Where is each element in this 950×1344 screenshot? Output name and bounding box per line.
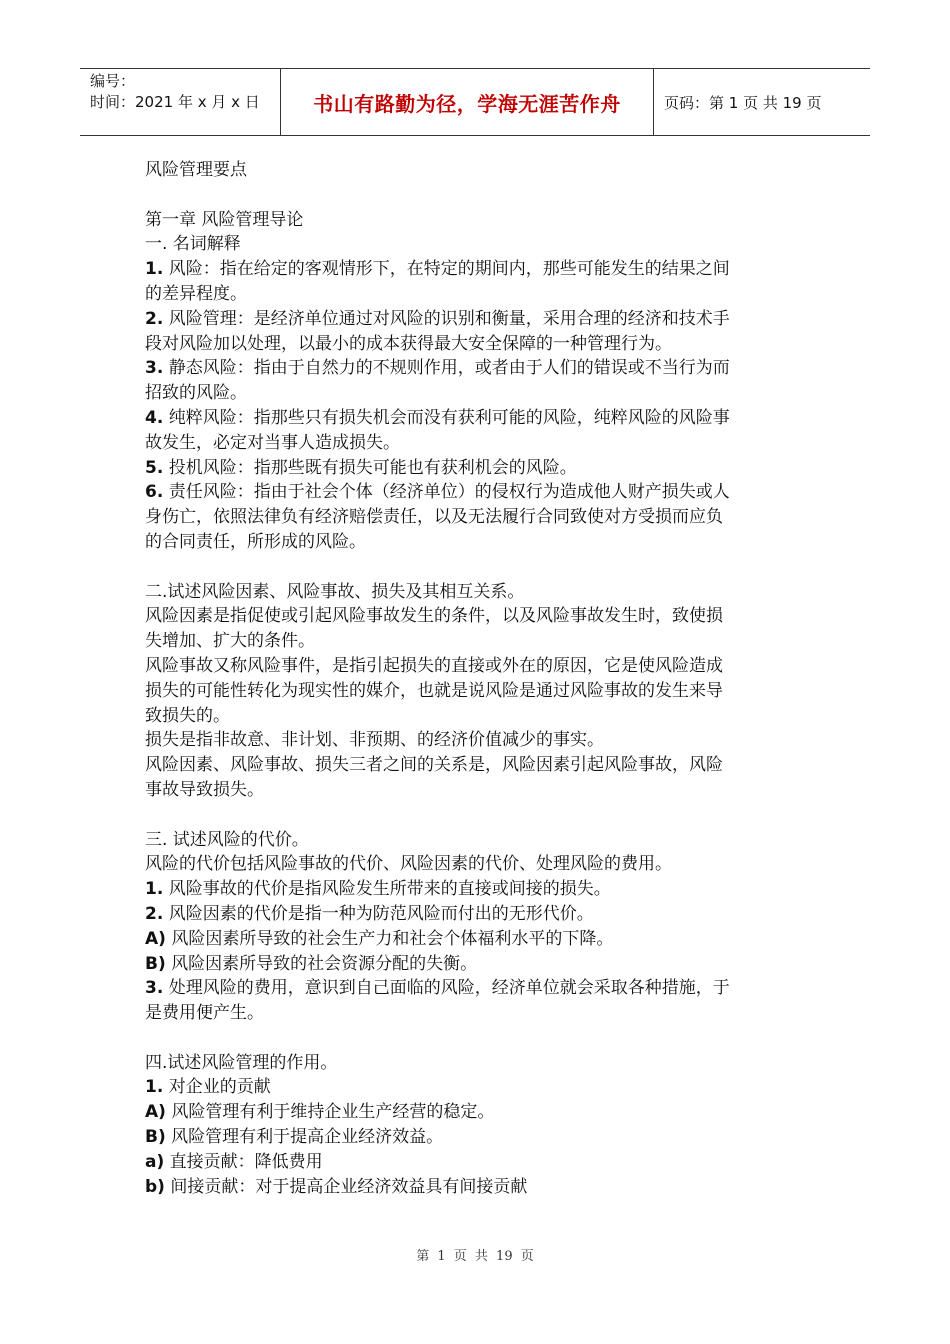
line-text: 失增加、扩大的条件。 (145, 631, 315, 652)
text-line (145, 158, 813, 183)
text-line (145, 704, 813, 729)
line-text: 损失是指非故意、非计划、非预期、的经济价值减少的事实。 (145, 730, 604, 751)
item-number: 2. (145, 308, 164, 329)
text-line (145, 852, 813, 877)
motto-text: 书山有路勤为径，学海无涯苦作舟 (313, 91, 621, 116)
text-line (145, 877, 813, 902)
text-line (145, 1175, 813, 1200)
text-line (145, 679, 813, 704)
item-number: 4. (145, 407, 164, 428)
text-line (145, 927, 813, 952)
line-text: 风险因素、风险事故、损失三者之间的关系是，风险因素引起风险事故，风险 (145, 755, 723, 776)
text-line (145, 208, 813, 233)
page-info: 页码：第 1 页 共 19 页 (664, 93, 822, 112)
line-text: 投机风险：指那些既有损失可能也有获利机会的风险。 (163, 457, 577, 478)
line-text: 纯粹风险：指那些只有损失机会而没有获利可能的风险，纯粹风险的风险事 (163, 407, 730, 428)
line-text: 招致的风险。 (145, 383, 247, 404)
text-line (145, 1051, 813, 1076)
text-line (145, 381, 813, 406)
header-motto-cell (281, 69, 654, 135)
text-line (145, 530, 813, 555)
text-line (145, 406, 813, 431)
text-line (145, 1001, 813, 1026)
line-text: 风险事故的代价是指风险发生所带来的直接或间接的损失。 (163, 879, 611, 900)
line-text: 直接贡献：降低费用 (164, 1151, 323, 1172)
line-text: 第一章 风险管理导论 (145, 209, 304, 230)
item-number: B) (145, 953, 166, 974)
text-line (145, 456, 813, 481)
text-line (145, 902, 813, 927)
line-text: 四.试述风险管理的作用。 (145, 1052, 338, 1073)
item-number: A) (145, 1102, 166, 1123)
text-line (145, 356, 813, 381)
line-text: 风险：指在给定的客观情形下，在特定的期间内，那些可能发生的结果之间 (163, 259, 730, 280)
text-line (145, 753, 813, 778)
line-text: 是费用便产生。 (145, 1003, 264, 1024)
time-label: 时间：2021 年 x 月 x 日 (90, 93, 260, 111)
line-text: 的合同责任，所形成的风险。 (145, 531, 366, 552)
line-text: 致损失的。 (145, 705, 230, 726)
line-text: 风险管理：是经济单位通过对风险的识别和衡量，采用合理的经济和技术手 (163, 308, 730, 329)
text-line (145, 1100, 813, 1125)
line-text: 处理风险的费用，意识到自己面临的风险，经济单位就会采取各种措施，于 (163, 978, 730, 999)
line-text: 风险管理有利于维持企业生产经营的稳定。 (165, 1102, 495, 1123)
item-number: 3. (145, 358, 164, 379)
line-text: 风险因素的代价是指一种为防范风险而付出的无形代价。 (163, 903, 594, 924)
line-text: 事故导致损失。 (145, 779, 264, 800)
item-number: 1. (145, 879, 164, 900)
text-line (145, 307, 813, 332)
item-number: 6. (145, 482, 164, 503)
blank-line (145, 183, 813, 208)
text-line (145, 629, 813, 654)
item-number: 2. (145, 903, 164, 924)
text-line (145, 952, 813, 977)
line-text: 风险因素是指促使或引起风险事故发生的条件，以及风险事故发生时，致使损 (145, 606, 723, 627)
document-body (145, 158, 813, 1199)
line-text: 段对风险加以处理，以最小的成本获得最大安全保障的一种管理行为。 (145, 333, 672, 354)
line-text: 对企业的贡献 (163, 1077, 271, 1098)
code-label: 编号： (90, 72, 136, 90)
text-line (145, 778, 813, 803)
item-number: a) (145, 1151, 165, 1172)
text-line (145, 580, 813, 605)
text-line (145, 257, 813, 282)
line-text: 的差异程度。 (145, 283, 247, 304)
line-text: 风险管理要点 (145, 160, 247, 180)
text-line (145, 1075, 813, 1100)
item-number: 1. (145, 259, 164, 280)
line-text: 责任风险：指由于社会个体（经济单位）的侵权行为造成他人财产损失或人 (163, 482, 730, 503)
blank-line (145, 803, 813, 828)
text-line (145, 431, 813, 456)
text-line (145, 332, 813, 357)
line-text: 损失的可能性转化为现实性的媒介，也就是说风险是通过风险事故的发生来导 (145, 680, 723, 701)
line-text: 风险的代价包括风险事故的代价、风险因素的代价、处理风险的费用。 (145, 854, 672, 875)
line-text: 三. 试述风险的代价。 (145, 829, 309, 850)
text-line (145, 480, 813, 505)
page-footer: 第 1 页 共 19 页 (416, 1249, 534, 1264)
text-line (145, 232, 813, 257)
header-table (80, 68, 870, 136)
line-text: 间接贡献：对于提高企业经济效益具有间接贡献 (164, 1176, 528, 1197)
line-text: 静态风险：指由于自然力的不规则作用，或者由于人们的错误或不当行为而 (163, 358, 730, 379)
item-number: 1. (145, 1077, 164, 1098)
line-text: 风险事故又称风险事件，是指引起损失的直接或外在的原因，它是使风险造成 (145, 655, 723, 676)
blank-line (145, 1026, 813, 1051)
item-number: b) (145, 1176, 165, 1197)
line-text: 二.试述风险因素、风险事故、损失及其相互关系。 (145, 581, 525, 602)
text-line (145, 654, 813, 679)
item-number: 5. (145, 457, 164, 478)
text-line (145, 282, 813, 307)
text-line (145, 1125, 813, 1150)
line-text: 风险因素所导致的社会资源分配的失衡。 (165, 953, 478, 974)
item-number: B) (145, 1127, 166, 1148)
line-text: 风险因素所导致的社会生产力和社会个体福利水平的下降。 (165, 928, 614, 949)
text-line (145, 505, 813, 530)
text-line (145, 976, 813, 1001)
text-line (145, 604, 813, 629)
text-line (145, 728, 813, 753)
line-text: 身伤亡，依照法律负有经济赔偿责任，以及无法履行合同致使对方受损而应负 (145, 507, 723, 528)
header-left-cell (80, 69, 281, 135)
text-line (145, 1150, 813, 1175)
blank-line (145, 555, 813, 580)
text-line (145, 828, 813, 853)
item-number: 3. (145, 978, 164, 999)
item-number: A) (145, 928, 166, 949)
line-text: 一. 名词解释 (145, 234, 241, 255)
line-text: 故发生，必定对当事人造成损失。 (145, 432, 400, 453)
line-text: 风险管理有利于提高企业经济效益。 (165, 1127, 444, 1148)
